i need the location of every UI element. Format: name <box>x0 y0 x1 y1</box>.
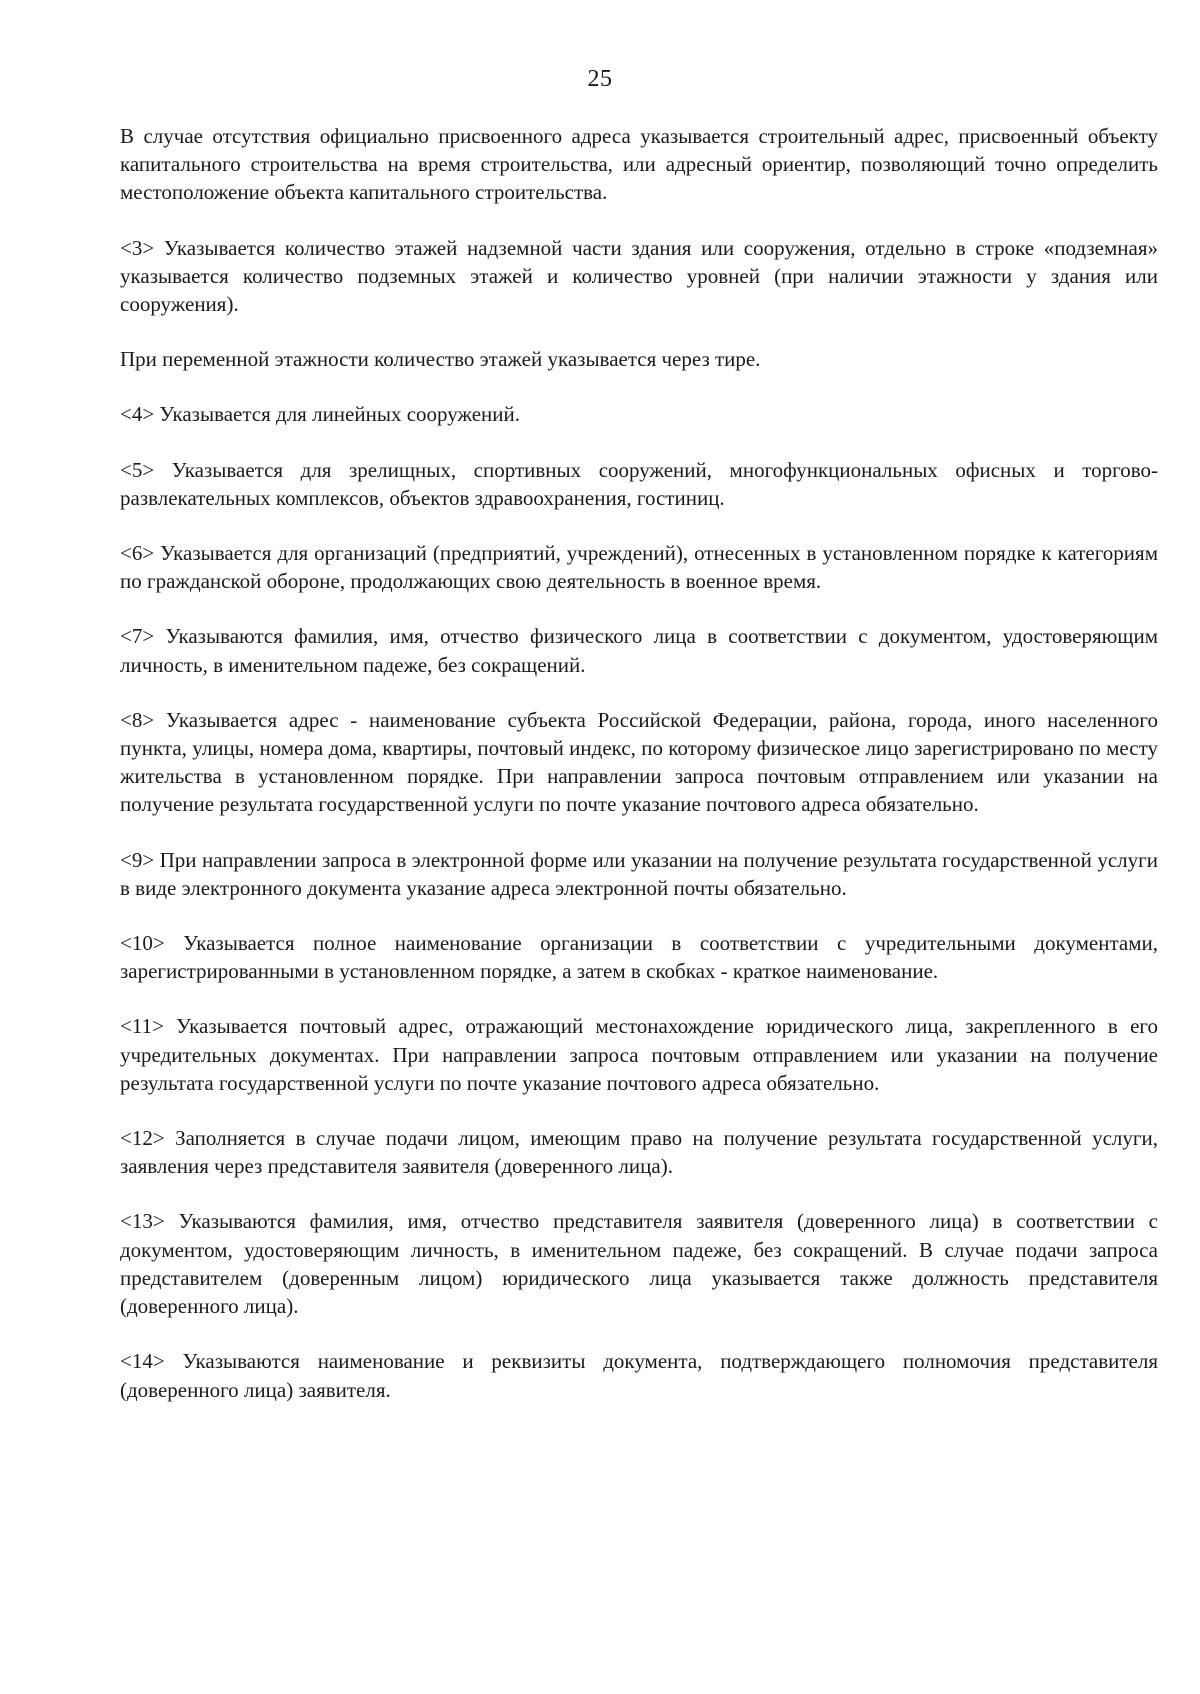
footnote-14: <14> Указываются наименование и реквизиты документа, подтверждающего полномочия представителя (доверенного лица) заявителя. <box>120 1349 1158 1402</box>
footnote-7: <7> Указываются фамилия, имя, отчество физического лица в соответствии с документом, удостоверяющим личность, в именительном падеже, без сокращений. <box>120 624 1158 677</box>
footnote-11: <11> Указывается почтовый адрес, отражающий местонахождение юридического лица, закрепленного в его учредительных документах. При направлении запроса почтовым отправлением или указании на получение результата государственной услуги по почте указание почтового адреса обязательно. <box>120 1014 1158 1095</box>
footnote-6: <6> Указывается для организаций (предприятий, учреждений), отнесенных в установленном порядке к категориям по гражданской обороне, продолжающих свою деятельность в военное время. <box>120 541 1158 594</box>
footnote-12: <12> Заполняется в случае подачи лицом, имеющим право на получение результата государственной услуги, заявления через представителя заявителя (доверенного лица). <box>120 1126 1158 1179</box>
footnote-5: <5> Указывается для зрелищных, спортивных сооружений, многофункциональных офисных и торгово-развлекательных комплексов, объектов здравоохранения, гостиниц. <box>120 457 1158 510</box>
footnote-3: <3> Указывается количество этажей надземной части здания или сооружения, отдельно в строке «подземная» указывается количество подземных этажей и количество уровней (при наличии этажности у здания или сооружения). <box>120 235 1158 317</box>
paragraph-address-note: В случае отсутствия официально присвоенного адреса указывается строительный адрес, присвоенный объекту капитального строительства на время строительства, или адресный ориентир, позволяющий точно определить местоположение объекта капитального строительства. <box>120 124 1158 205</box>
footnote-10: <10> Указывается полное наименование организации в соответствии с учредительными документами, зарегистрированными в установленном порядке, а затем в скобках - краткое наименование. <box>120 931 1158 984</box>
document-body <box>120 122 1158 1404</box>
footnote-9: <9> При направлении запроса в электронной форме или указании на получение результата государственной услуги в виде электронного документа указание адреса электронной почты обязательно. <box>120 847 1158 900</box>
page-number: 25 <box>587 66 613 92</box>
footnote-8: <8> Указывается адрес - наименование субъекта Российской Федерации, района, города, иного населенного пункта, улицы, номера дома, квартиры, почтовый индекс, по которому физическое лицо зарегистрировано по месту жительства в установленном порядке. При направлении запроса почтовым отправлением или указании на получение результата государственной услуги по почте указание почтового адреса обязательно. <box>120 707 1158 817</box>
footnote-4: <4> Указывается для линейных сооружений. <box>120 402 520 427</box>
paragraph-variable-floors: При переменной этажности количество этажей указывается через тире. <box>120 347 761 372</box>
footnote-13: <13> Указываются фамилия, имя, отчество представителя заявителя (доверенного лица) в соответствии с документом, удостоверяющим личность, в именительном падеже, без сокращений. В случае подачи запроса представителем (доверенным лицом) юридического лица указывается также должность представителя (доверенного лица). <box>120 1209 1158 1319</box>
